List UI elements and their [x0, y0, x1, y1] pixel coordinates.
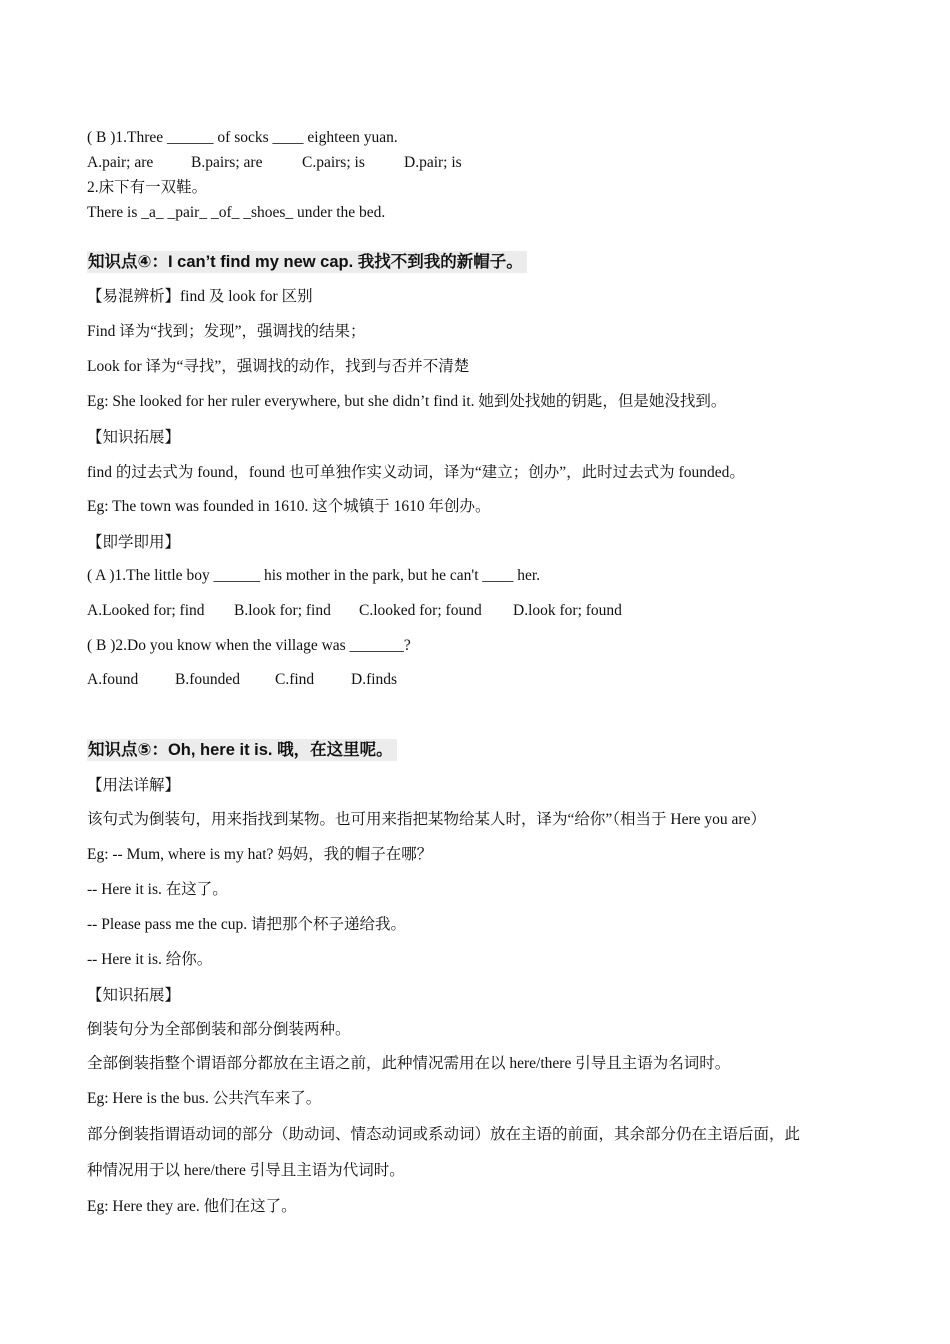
- option-d: D.look for; found: [513, 602, 622, 619]
- section-5-line-full-inversion: 全部倒装指整个谓语部分都放在主语之前，此种情况需用在以 here/there 引导且主语为名词时。: [87, 1055, 731, 1072]
- section-4-line-find: Find 译为“找到；发现”，强调找的结果；: [87, 323, 366, 340]
- section-5-line-partial-inversion-1: 部分倒装指谓语动词的部分（助动词、情态动词或系动词）放在主语的前面，其余部分仍在主语后面，此: [87, 1126, 801, 1143]
- exercise-question-1: ( B )1.Three ______ of socks ____ eighteen yuan.: [87, 129, 398, 146]
- section-5-usage-tag: 【用法详解】: [87, 777, 181, 794]
- section-4-heading: 知识点④：I can’t find my new cap. 我找不到我的新帽子。: [87, 251, 527, 273]
- option-c: C.looked for; found: [359, 602, 482, 619]
- option-d: D.finds: [351, 671, 398, 688]
- section-4-example-2: Eg: The town was founded in 1610. 这个城镇于 1610 年创办。: [87, 498, 491, 515]
- section-5-heading: 知识点⑤：Oh, here it is. 哦，在这里呢。: [87, 739, 397, 761]
- section-4-question-1: ( A )1.The little boy ______ his mother in the park, but he can't ____ her.: [87, 567, 541, 584]
- section-4-options-1: [87, 603, 622, 619]
- section-5-example-3: Eg: Here they are. 他们在这了。: [87, 1198, 297, 1215]
- section-5-line-types: 倒装句分为全部倒装和部分倒装两种。: [87, 1021, 351, 1038]
- section-4-question-2: ( B )2.Do you know when the village was _______?: [87, 637, 411, 654]
- section-4-options-2: [87, 672, 397, 688]
- exercise-question-2-chinese: 2.床下有一双鞋。: [87, 179, 208, 196]
- option-a: A.Looked for; find: [87, 602, 205, 619]
- section-4-practice-tag: 【即学即用】: [87, 534, 181, 551]
- section-4-extension-tag: 【知识拓展】: [87, 429, 181, 446]
- exercise-options-1: [87, 155, 462, 171]
- option-c: C.pairs; is: [302, 154, 365, 171]
- exercise-question-2-answer: There is _a_ _pair_ _of_ _shoes_ under the bed.: [87, 204, 386, 221]
- section-5-dialog-2: -- Please pass me the cup. 请把那个杯子递给我。: [87, 916, 406, 933]
- option-a: A.found: [87, 671, 139, 688]
- section-4-confusion-tag: 【易混辨析】find 及 look for 区别: [87, 288, 313, 305]
- section-5-example-1: Eg: -- Mum, where is my hat? 妈妈，我的帽子在哪？: [87, 846, 433, 863]
- option-c: C.find: [275, 671, 315, 688]
- section-4-example-1: Eg: She looked for her ruler everywhere, but she didn’t find it. 她到处找她的钥匙，但是她没找到。: [87, 393, 727, 410]
- option-d: D.pair; is: [404, 154, 462, 171]
- section-4-line-look-for: Look for 译为“寻找”，强调找的动作，找到与否并不清楚: [87, 358, 470, 375]
- option-b: B.founded: [175, 671, 241, 688]
- section-5-extension-tag: 【知识拓展】: [87, 987, 181, 1004]
- section-5-example-2: Eg: Here is the bus. 公共汽车来了。: [87, 1090, 322, 1107]
- section-4-line-found: find 的过去式为 found，found 也可单独作实义动词，译为“建立；创办”，此时过去式为 founded。: [87, 464, 745, 481]
- section-5-line-partial-inversion-2: 种情况用于以 here/there 引导且主语为代词时。: [87, 1162, 405, 1179]
- option-b: B.look for; find: [234, 602, 331, 619]
- section-5-line-inversion: 该句式为倒装句，用来指找到某物。也可用来指把某物给某人时，译为“给你”（相当于 Here you are）: [87, 811, 766, 828]
- section-5-dialog-1: -- Here it is. 在这了。: [87, 881, 228, 898]
- option-b: B.pairs; are: [191, 154, 263, 171]
- option-a: A.pair; are: [87, 154, 154, 171]
- section-5-dialog-3: -- Here it is. 给你。: [87, 951, 213, 968]
